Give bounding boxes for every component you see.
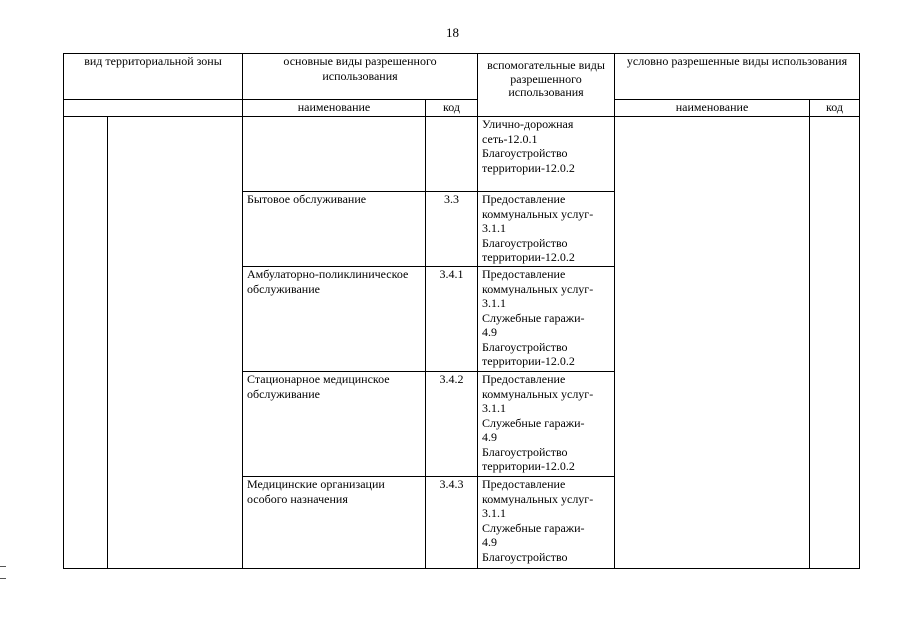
main-name-cell (243, 117, 426, 192)
cond-code-cell (810, 117, 860, 569)
header-main-code: код (426, 100, 478, 117)
aux-cell (478, 372, 615, 477)
aux-line: коммунальных услуг- (482, 386, 594, 401)
aux-line: Благоустройство (482, 549, 568, 564)
aux-line: Благоустройство (482, 444, 568, 459)
header-cond-name: наименование (615, 100, 810, 117)
aux-cell (478, 192, 615, 267)
header-main-uses: основные виды разрешенного использования (243, 54, 478, 100)
page-number: 18 (446, 25, 459, 40)
aux-cell (478, 117, 615, 192)
scan-edge-mark (0, 578, 6, 579)
code-cell: 3.4.3 (426, 477, 478, 569)
aux-line: Предоставление (482, 477, 566, 491)
aux-line: Служебные гаражи- (482, 415, 585, 430)
aux-line: 3.1.1 (482, 401, 507, 415)
aux-line: 3.1.1 (482, 221, 507, 235)
zones-table (63, 53, 860, 569)
aux-line: Предоставление (482, 192, 566, 206)
aux-line: 4.9 (482, 325, 498, 339)
aux-line: 4.9 (482, 535, 498, 549)
aux-line: Улично-дорожная (482, 117, 574, 131)
aux-line: Предоставление (482, 372, 566, 386)
aux-line: территории-12.0.2 (482, 354, 575, 368)
scan-edge-mark (0, 566, 6, 567)
header-conditional-uses: условно разрешенные виды использования (615, 54, 860, 100)
cond-name-cell (615, 117, 810, 569)
aux-line: Благоустройство (482, 339, 568, 354)
main-name-cell: Бытовое обслуживание (243, 192, 426, 267)
aux-cell (478, 477, 615, 569)
zone-left-cell (64, 117, 108, 569)
aux-line: коммунальных услуг- (482, 281, 594, 296)
aux-line: Благоустройство (482, 146, 568, 160)
header-zone-type: вид территориальной зоны (64, 54, 243, 100)
table-row (64, 117, 860, 192)
zone-right-cell (108, 117, 243, 569)
header-aux-uses: вспомогательные виды разрешенного использования (478, 54, 615, 117)
aux-line: сеть-12.0.1 (482, 131, 538, 146)
header-main-name: наименование (243, 100, 426, 117)
aux-line: коммунальных услуг- (482, 491, 594, 506)
code-cell: 3.4.2 (426, 372, 478, 477)
aux-cell (478, 267, 615, 372)
main-name-cell: Стационарное медицинское обслуживание (243, 372, 426, 477)
main-name-cell: Амбулаторно-поликлиническое обслуживание (243, 267, 426, 372)
code-cell: 3.4.1 (426, 267, 478, 372)
aux-line: территории-12.0.2 (482, 459, 575, 473)
aux-line: коммунальных услуг- (482, 206, 594, 221)
main-name-cell: Медицинские организации особого назначения (243, 477, 426, 569)
header-zone-blank (64, 100, 243, 117)
code-cell (426, 117, 478, 192)
aux-line: 3.1.1 (482, 506, 507, 520)
aux-line: 3.1.1 (482, 296, 507, 310)
aux-line: территории-12.0.2 (482, 250, 575, 264)
aux-line: Предоставление (482, 267, 566, 281)
aux-line: 4.9 (482, 430, 498, 444)
aux-line: Служебные гаражи- (482, 520, 585, 535)
header-cond-code: код (810, 100, 860, 117)
aux-line: Служебные гаражи- (482, 310, 585, 325)
aux-line: Благоустройство (482, 235, 568, 250)
code-cell: 3.3 (426, 192, 478, 267)
aux-line: территории-12.0.2 (482, 160, 575, 175)
